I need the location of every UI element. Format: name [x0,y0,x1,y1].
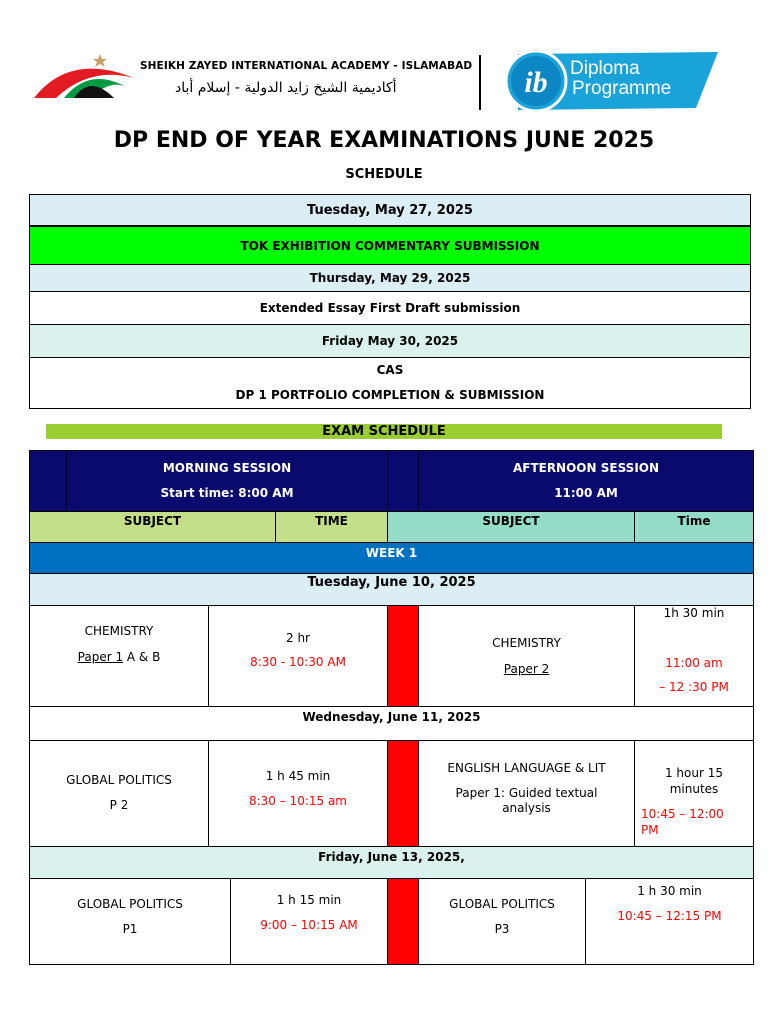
paper-number: Paper 1 [77,650,124,664]
col-header-time-am [275,511,388,543]
duration-line1: 1 hour 15 [664,766,724,780]
paper-label: P 2 [109,798,129,812]
am-subject-cell [29,605,209,707]
am-time-cell [208,605,388,707]
paper-label [78,644,161,670]
task-row-cas [29,357,751,409]
afternoon-session-header [418,450,754,512]
col-header-text: TIME [315,514,348,528]
col-header-text: SUBJECT [123,514,182,528]
task-row-tok [29,226,751,265]
time-range-end: – 12 :30 PM [659,680,729,694]
paper-label: P1 [122,922,138,936]
session-divider-bar [387,740,419,847]
duration: 1 h 15 min [276,893,342,907]
time-range-line2: PM [641,823,659,837]
am-subject-cell [29,740,209,847]
time-range: 8:30 - 10:30 AM [250,655,346,669]
time-range: 9:00 – 10:15 AM [260,918,358,932]
ib-programme-text: Programme [572,78,672,99]
col-header-text: Time [677,514,711,528]
date-row-may-27 [29,194,751,226]
page-title: DP END OF YEAR EXAMINATIONS JUNE 2025 [113,128,655,153]
task-label: Extended Essay First Draft submission [259,301,521,315]
pm-subject-cell [418,740,635,847]
time-range: 8:30 – 10:15 am [248,794,347,808]
am-time-cell [230,878,388,965]
afternoon-session-time: 11:00 AM [554,486,618,500]
pm-subject-cell [418,878,586,965]
col-header-subject-pm [387,511,635,543]
date-row-june-10 [29,573,754,606]
session-divider-bar [387,605,419,707]
col-header-subject-am [29,511,276,543]
date-label: Friday, June 13, 2025, [318,850,465,864]
subject-name: ENGLISH LANGUAGE & LIT [447,761,606,775]
subject-name: CHEMISTRY [492,636,561,650]
schedule-subtitle: SCHEDULE [345,167,423,182]
morning-session-header [66,450,388,512]
task-row-extended-essay [29,291,751,325]
task-label-line2: DP 1 PORTFOLIO COMPLETION & SUBMISSION [235,388,545,402]
date-row-june-11 [29,706,754,741]
subject-name: GLOBAL POLITICS [66,773,172,787]
time-range-start: 11:00 am [665,656,723,670]
exam-schedule-banner [46,424,722,439]
date-label: Friday May 30, 2025 [321,334,459,348]
subject-name: GLOBAL POLITICS [77,897,183,911]
duration: 1 h 30 min [637,884,702,898]
duration: 1 h 45 min [265,769,331,783]
school-logo [30,48,142,100]
session-spacer-mid [387,450,419,512]
am-time-cell [208,740,388,847]
task-label-line1: CAS [376,363,404,377]
morning-session-time: Start time: 8:00 AM [160,486,294,500]
duration: 2 hr [286,631,310,645]
col-header-text: SUBJECT [482,514,540,528]
subject-name: CHEMISTRY [84,624,154,638]
paper-label: P3 [494,922,510,936]
paper-label-line1: Paper 1: Guided textual [455,786,598,800]
date-label: Tuesday, May 27, 2025 [307,202,473,218]
session-spacer-left [29,450,67,512]
paper-label: Paper 2 [503,662,550,676]
pm-time-cell [585,878,754,965]
date-label: Wednesday, June 11, 2025 [302,710,481,724]
date-row-may-29 [29,264,751,292]
task-label: TOK EXHIBITION COMMENTARY SUBMISSION [240,238,540,253]
week-1-row [29,542,754,574]
ib-diploma-text: Diploma [570,58,640,79]
duration: 1h 30 min [663,606,725,620]
session-divider-bar [387,878,419,965]
date-row-june-13 [29,846,754,879]
time-range-line1: 10:45 – 12:00 [641,807,724,821]
time-range: 10:45 – 12:15 PM [617,909,722,923]
pm-subject-cell [418,605,635,707]
week-label: WEEK 1 [365,546,418,560]
morning-session-title: MORNING SESSION [162,461,292,475]
ib-logo-letters: ib [524,66,548,99]
school-name-arabic: أكاديمية الشيخ زايد الدولية - إسلام أباد [175,80,397,96]
col-header-time-pm [634,511,754,543]
pm-time-cell [634,605,754,707]
date-row-may-30 [29,324,751,358]
pm-time-cell [634,740,754,847]
duration-line2: minutes [669,782,719,796]
exam-schedule-label: EXAM SCHEDULE [322,424,446,439]
afternoon-session-title: AFTERNOON SESSION [512,461,660,475]
subject-name: GLOBAL POLITICS [449,897,555,911]
am-subject-cell [29,878,231,965]
paper-sections: A & B [123,650,161,664]
date-label: Thursday, May 29, 2025 [309,271,471,285]
header-divider [479,55,481,110]
school-name-english: SHEIKH ZAYED INTERNATIONAL ACADEMY - ISLAMABAD [140,60,473,72]
paper-label-line2: analysis [502,801,551,815]
date-label: Tuesday, June 10, 2025 [307,575,476,590]
